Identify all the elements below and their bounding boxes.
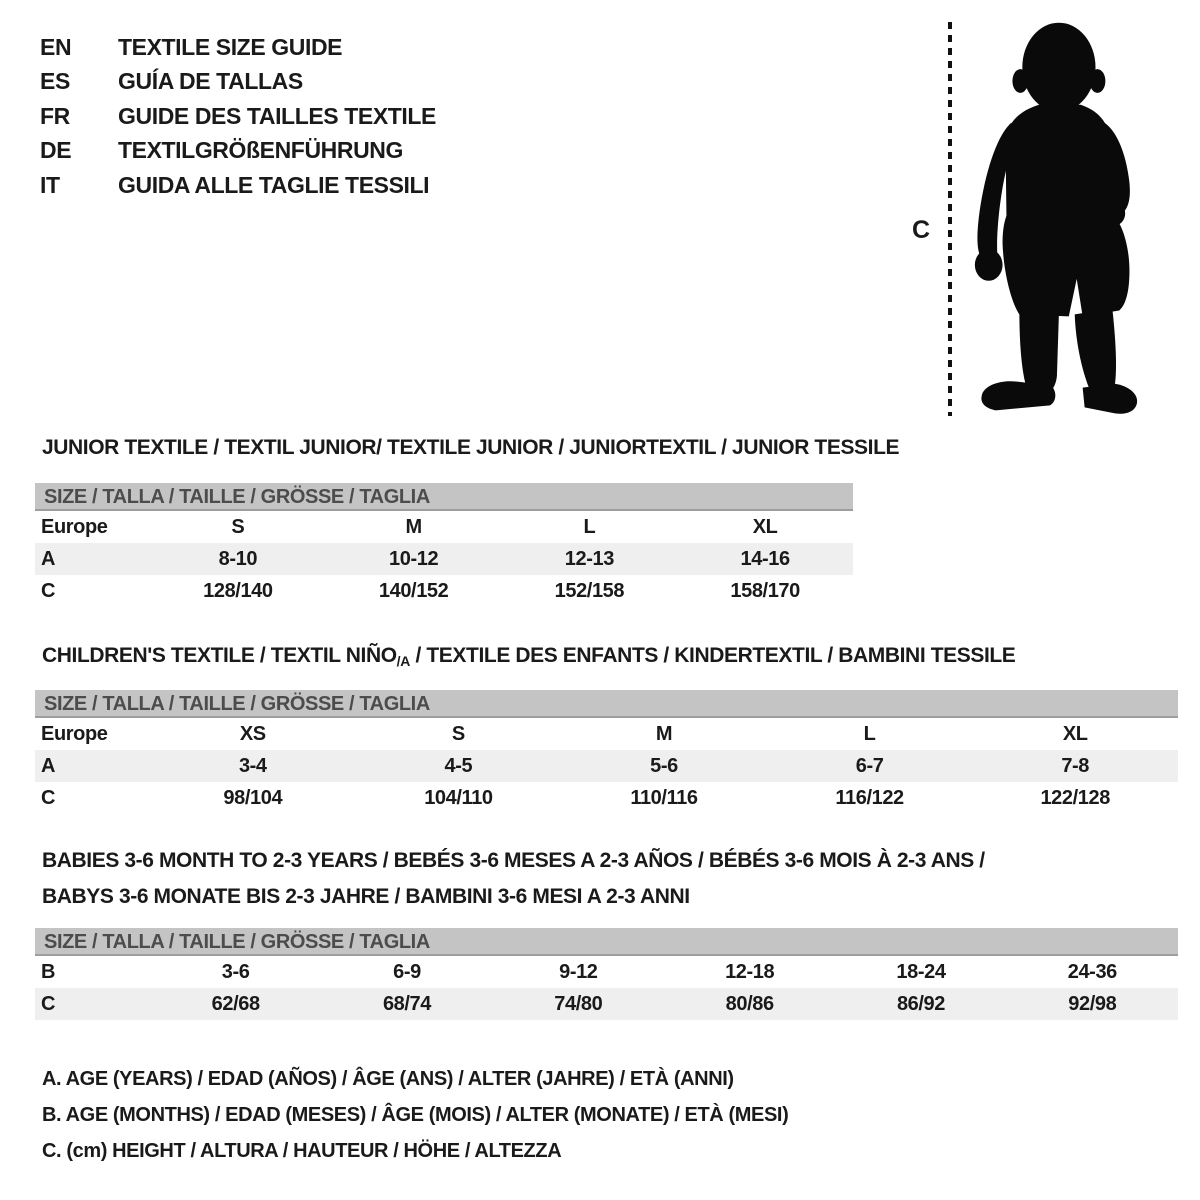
height-cell: 140/152 bbox=[378, 579, 449, 602]
age-cell: 4-5 bbox=[444, 754, 473, 777]
age-cell: 12-18 bbox=[725, 960, 775, 983]
height-cell: 92/98 bbox=[1068, 992, 1117, 1015]
height-cell: 122/128 bbox=[1040, 786, 1110, 809]
lang-row-en bbox=[40, 30, 436, 65]
age-cell: 18-24 bbox=[896, 960, 946, 983]
junior-section-title: JUNIOR TEXTILE / TEXTIL JUNIOR/ TEXTILE JUNIOR / JUNIORTEXTIL / JUNIOR TESSILE bbox=[42, 436, 900, 459]
table-row bbox=[35, 988, 1178, 1020]
size-cell: M bbox=[405, 515, 422, 538]
lang-code-en: EN bbox=[40, 33, 72, 60]
children-size-table-header: SIZE / TALLA / TAILLE / GRÖSSE / TAGLIA bbox=[35, 690, 1178, 718]
measurement-legend bbox=[42, 1068, 788, 1176]
age-cell: 7-8 bbox=[1061, 754, 1090, 777]
height-cell: 98/104 bbox=[223, 786, 283, 809]
age-cell: 12-13 bbox=[564, 547, 614, 570]
children-size-table bbox=[35, 690, 1178, 814]
row-label: C bbox=[41, 992, 56, 1015]
children-title-suffix: / TEXTILE DES ENFANTS / KINDERTEXTIL / BAMBINI TESSILE bbox=[410, 644, 1016, 667]
row-label: B bbox=[41, 960, 56, 983]
lang-label-fr: GUIDE DES TAILLES TEXTILE bbox=[118, 102, 436, 129]
toddler-silhouette-image bbox=[962, 16, 1140, 420]
row-label: Europe bbox=[41, 515, 108, 538]
language-title-list bbox=[40, 30, 436, 203]
height-cell: 110/116 bbox=[630, 786, 698, 809]
table-row bbox=[35, 511, 853, 543]
row-label: A bbox=[41, 754, 56, 777]
size-cell: M bbox=[655, 722, 673, 745]
size-cell: XL bbox=[752, 515, 778, 538]
babies-size-table-header: SIZE / TALLA / TAILLE / GRÖSSE / TAGLIA bbox=[35, 928, 1178, 956]
babies-size-table bbox=[35, 928, 1178, 1020]
age-cell: 3-4 bbox=[238, 754, 267, 777]
size-cell: XL bbox=[1062, 722, 1088, 745]
lang-code-es: ES bbox=[40, 68, 70, 95]
row-label: C bbox=[41, 579, 56, 602]
lang-label-es: GUÍA DE TALLAS bbox=[118, 68, 303, 95]
lang-code-fr: FR bbox=[40, 102, 70, 129]
height-cell: 68/74 bbox=[382, 992, 432, 1015]
junior-size-table bbox=[35, 483, 853, 607]
children-section-title bbox=[42, 644, 1015, 668]
table-row bbox=[35, 543, 853, 575]
lang-row-de bbox=[40, 134, 436, 169]
table-row bbox=[35, 782, 1178, 814]
table-row bbox=[35, 956, 1178, 988]
age-cell: 14-16 bbox=[740, 547, 790, 570]
children-title-prefix: CHILDREN'S TEXTILE / TEXTIL NIÑO bbox=[42, 644, 397, 667]
height-cell: 62/68 bbox=[211, 992, 260, 1015]
age-cell: 5-6 bbox=[650, 754, 678, 777]
height-cell: 86/92 bbox=[896, 992, 946, 1015]
table-row bbox=[35, 750, 1178, 782]
table-row bbox=[35, 575, 853, 607]
children-title-sub: /A bbox=[396, 653, 411, 669]
row-label: A bbox=[41, 547, 56, 570]
size-cell: S bbox=[451, 722, 465, 745]
lang-code-de: DE bbox=[40, 137, 72, 164]
legend-line-c: C. (cm) HEIGHT / ALTURA / HAUTEUR / HÖHE / ALTEZZA bbox=[42, 1140, 562, 1162]
height-cell: 128/140 bbox=[203, 579, 273, 602]
age-cell: 9-12 bbox=[559, 960, 598, 983]
babies-section-title-line2: BABYS 3-6 MONATE BIS 2-3 JAHRE / BAMBINI 3-6 MESI A 2-3 ANNI bbox=[42, 885, 690, 908]
height-cell: 152/158 bbox=[554, 579, 625, 602]
height-cell: 158/170 bbox=[730, 579, 800, 602]
lang-label-it: GUIDA ALLE TAGLIE TESSILI bbox=[118, 171, 430, 198]
row-label: Europe bbox=[41, 722, 108, 745]
height-measure-label: C bbox=[912, 216, 930, 244]
legend-line-a: A. AGE (YEARS) / EDAD (AÑOS) / ÂGE (ANS) / ALTER (JAHRE) / ETÀ (ANNI) bbox=[42, 1068, 734, 1090]
height-cell: 116/122 bbox=[835, 786, 904, 809]
height-measure-dotted-line bbox=[948, 22, 952, 416]
height-cell: 74/80 bbox=[554, 992, 603, 1015]
size-cell: L bbox=[583, 515, 596, 538]
table-row bbox=[35, 718, 1178, 750]
age-cell: 8-10 bbox=[218, 547, 258, 570]
age-cell: 6-7 bbox=[855, 754, 884, 777]
babies-section-title-line1: BABIES 3-6 MONTH TO 2-3 YEARS / BEBÉS 3-6 MESES A 2-3 AÑOS / BÉBÉS 3-6 MOIS À 2-3 ANS / bbox=[42, 849, 985, 872]
age-cell: 3-6 bbox=[221, 960, 250, 983]
age-cell: 24-36 bbox=[1067, 960, 1117, 983]
lang-row-fr bbox=[40, 99, 436, 134]
lang-row-it bbox=[40, 168, 436, 203]
age-cell: 6-9 bbox=[393, 960, 421, 983]
junior-size-table-header: SIZE / TALLA / TAILLE / GRÖSSE / TAGLIA bbox=[35, 483, 853, 511]
lang-label-en: TEXTILE SIZE GUIDE bbox=[118, 33, 343, 60]
lang-code-it: IT bbox=[40, 171, 60, 198]
legend-line-b: B. AGE (MONTHS) / EDAD (MESES) / ÂGE (MOIS) / ALTER (MONATE) / ETÀ (MESI) bbox=[42, 1104, 789, 1126]
lang-row-es bbox=[40, 65, 436, 100]
age-cell: 10-12 bbox=[389, 547, 439, 570]
size-cell: S bbox=[231, 515, 245, 538]
height-cell: 104/110 bbox=[424, 786, 493, 809]
row-label: C bbox=[41, 786, 56, 809]
height-cell: 80/86 bbox=[725, 992, 774, 1015]
lang-label-de: TEXTILGRÖßENFÜHRUNG bbox=[118, 137, 403, 164]
size-cell: XS bbox=[239, 722, 266, 745]
size-cell: L bbox=[863, 722, 876, 745]
